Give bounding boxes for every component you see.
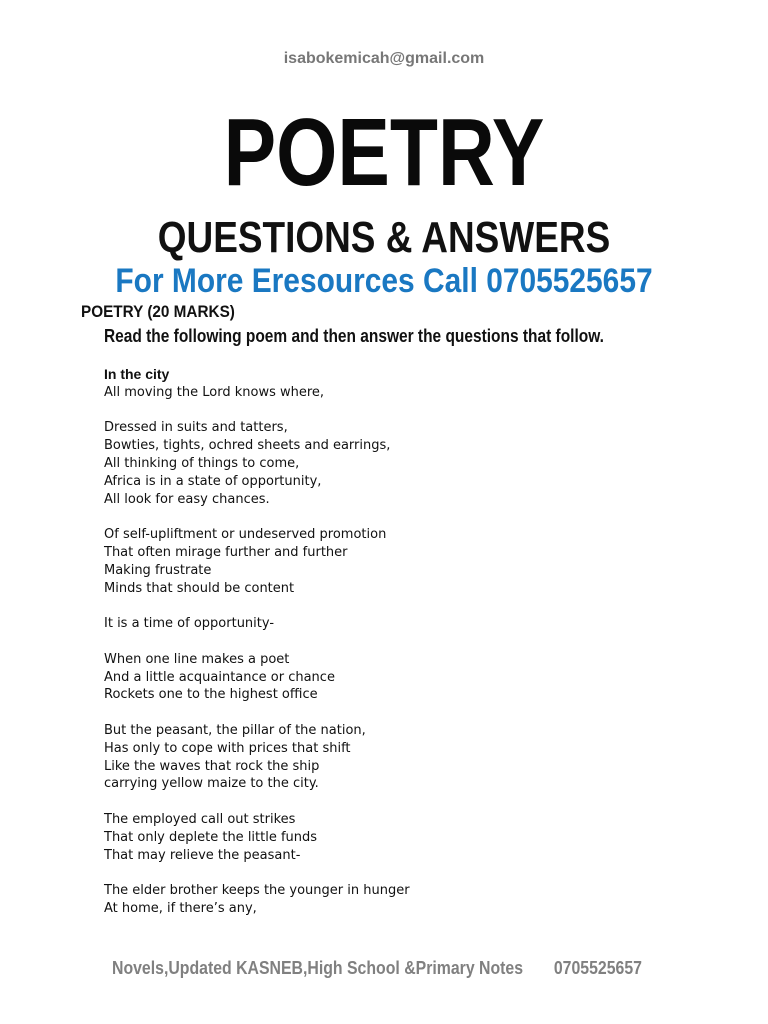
section-heading: POETRY (20 MARKS) — [81, 302, 235, 321]
poem-line: Minds that should be content — [104, 580, 295, 596]
header-email: isabokemicah@gmail.com — [283, 50, 485, 67]
poem-lines — [104, 384, 410, 918]
poem-line: Has only to cope with prices that shift — [104, 740, 351, 756]
footer — [112, 958, 642, 979]
poem-line: That often mirage further and further — [104, 544, 348, 560]
section-instruction: Read the following poem and then answer the questions that follow. — [104, 326, 604, 346]
poem-line: Of self-upliftment or undeserved promotion — [104, 527, 387, 543]
poem-line: That only deplete the little funds — [104, 829, 318, 845]
stanza-break — [104, 864, 410, 882]
poem-line: The employed call out strikes — [104, 811, 296, 827]
stanza-break — [104, 704, 410, 722]
poem-line: All thinking of things to come, — [104, 455, 300, 471]
stanza-break — [104, 597, 410, 615]
poem-line: Bowties, tights, ochred sheets and earrings, — [104, 438, 391, 454]
poem-line: The elder brother keeps the younger in hunger — [104, 883, 410, 899]
page-subtitle: QUESTIONS & ANSWERS — [157, 213, 611, 262]
poem-line: All moving the Lord knows where, — [104, 384, 325, 400]
footer-phone: 0705525657 — [553, 958, 642, 978]
poem-line: Africa is in a state of opportunity, — [104, 473, 322, 489]
promo-line: For More Eresources Call 0705525657 — [115, 262, 653, 300]
poem-line: Rockets one to the highest office — [104, 687, 318, 703]
poem-line: But the peasant, the pillar of the nation, — [104, 722, 366, 738]
poem-line: And a little acquaintance or chance — [104, 669, 335, 685]
poem-line: carrying yellow maize to the city. — [104, 776, 319, 792]
poem-title: In the city — [104, 366, 170, 382]
stanza-break — [104, 402, 410, 420]
poem-line: It is a time of opportunity- — [104, 616, 275, 632]
footer-text: Novels,Updated KASNEB,High School &Primary Notes — [112, 958, 524, 978]
poem-line: At home, if there’s any, — [104, 900, 257, 916]
poem-line: Making frustrate — [104, 562, 212, 578]
poem-line: Like the waves that rock the ship — [104, 758, 320, 774]
page-title: POETRY — [223, 99, 545, 206]
poem-line: That may relieve the peasant- — [104, 847, 301, 863]
poem — [104, 366, 410, 918]
poem-line: Dressed in suits and tatters, — [104, 420, 288, 436]
poem-line: When one line makes a poet — [104, 651, 290, 667]
stanza-break — [104, 633, 410, 651]
poem-line: All look for easy chances. — [104, 491, 270, 507]
stanza-break — [104, 508, 410, 526]
stanza-break — [104, 793, 410, 811]
